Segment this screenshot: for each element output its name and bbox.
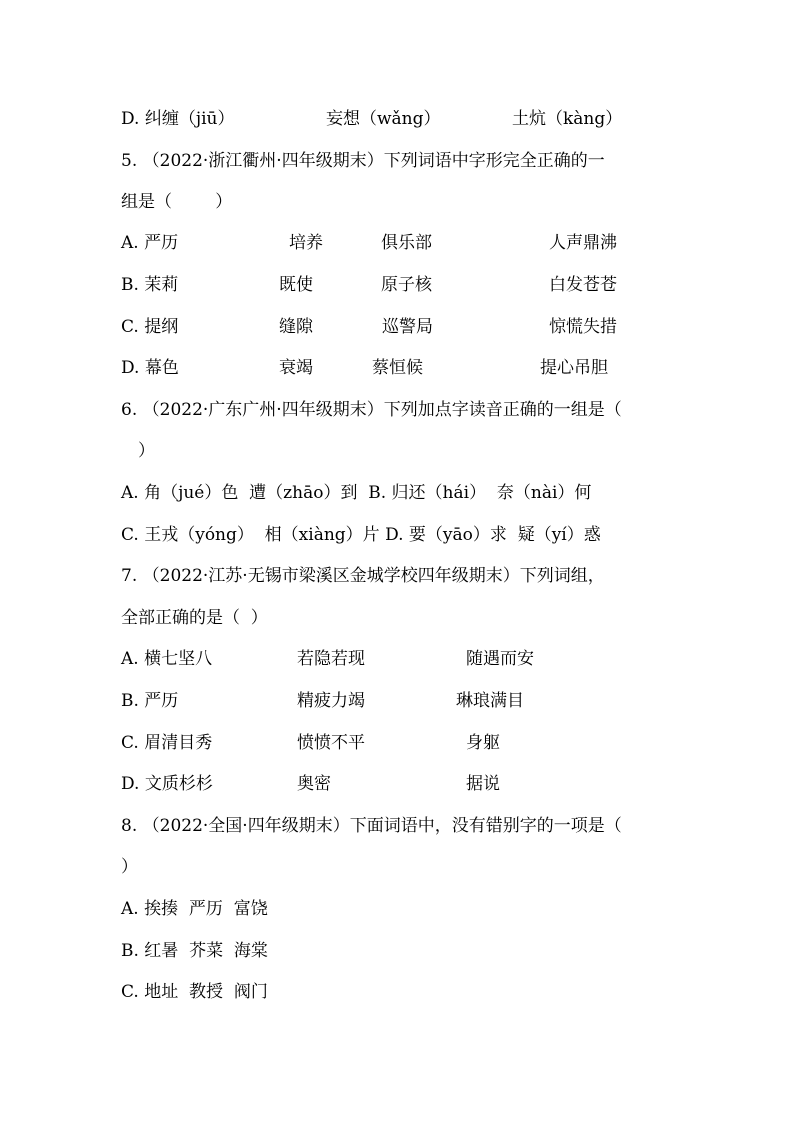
- text-segment: 既使: [279, 275, 313, 295]
- text-segment: 培养: [289, 233, 323, 253]
- text-segment: 衰竭: [279, 358, 313, 378]
- text-line: [0, 561, 794, 591]
- text-line: [0, 104, 794, 134]
- text-segment: C. 眉清目秀: [121, 733, 213, 753]
- text-line: [0, 728, 794, 758]
- text-segment: 据说: [466, 774, 500, 794]
- text-line: [0, 936, 794, 966]
- text-segment: D. 文质杉杉: [121, 774, 213, 794]
- text-segment: 身躯: [466, 733, 500, 753]
- text-segment: 提心吊胆: [540, 358, 608, 378]
- text-segment: 愤愤不平: [297, 733, 365, 753]
- text-line: [0, 187, 794, 217]
- text-segment: 白发苍苍: [549, 275, 617, 295]
- text-line: [0, 520, 794, 550]
- text-line: [0, 353, 794, 383]
- text-segment: A. 严历: [121, 233, 179, 253]
- text-line: [0, 644, 794, 674]
- text-segment: 若隐若现: [297, 649, 365, 669]
- text-segment: D. 纠缠（jiū）: [121, 109, 235, 129]
- text-segment: 奥密: [297, 774, 331, 794]
- text-segment: 随遇而安: [466, 649, 534, 669]
- text-segment: A. 角（jué）色 遭（zhāo）到 B. 归还（hái） 奈（nài）何: [121, 483, 592, 503]
- text-segment: 土炕（kàng）: [512, 109, 623, 129]
- text-segment: C. 地址 教授 阀门: [121, 982, 268, 1002]
- text-segment: 8. （2022·全国·四年级期末）下面词语中，没有错别字的一项是（: [121, 816, 622, 836]
- text-segment: 琳琅满目: [456, 691, 524, 711]
- text-segment: B. 茉莉: [121, 275, 179, 295]
- text-line: [0, 977, 794, 1007]
- text-line: [0, 395, 794, 425]
- text-line: [0, 686, 794, 716]
- text-segment: 组是（ ）: [121, 192, 233, 212]
- text-segment: ）: [121, 857, 138, 877]
- text-line: [0, 146, 794, 176]
- text-line: [0, 228, 794, 258]
- text-line: [0, 811, 794, 841]
- text-segment: D. 幕色: [121, 358, 179, 378]
- text-line: [0, 478, 794, 508]
- text-segment: 妄想（wǎng）: [326, 109, 441, 129]
- text-segment: 俱乐部: [381, 233, 432, 253]
- text-segment: 原子核: [381, 275, 432, 295]
- text-segment: B. 严历: [121, 691, 179, 711]
- text-segment: 人声鼎沸: [549, 233, 617, 253]
- text-line: [0, 852, 794, 882]
- text-line: [0, 603, 794, 633]
- text-segment: 蔡恒候: [372, 358, 423, 378]
- text-segment: 巡警局: [382, 317, 433, 337]
- text-segment: 5. （2022·浙江衢州·四年级期末）下列词语中字形完全正确的一: [121, 151, 605, 171]
- text-line: [0, 270, 794, 300]
- text-line: [0, 312, 794, 342]
- text-segment: 缝隙: [279, 317, 313, 337]
- text-segment: C. 王戎（yóng） 相（xiàng）片 D. 要（yāo）求 疑（yí）惑: [121, 525, 601, 545]
- text-segment: 6. （2022·广东广州·四年级期末）下列加点字读音正确的一组是（: [121, 400, 622, 420]
- text-segment: A. 横七坚八: [121, 649, 213, 669]
- text-segment: 惊慌失措: [549, 317, 617, 337]
- text-segment: ）: [138, 441, 155, 461]
- text-line: [0, 894, 794, 924]
- text-segment: B. 红暑 芥菜 海棠: [121, 941, 268, 961]
- text-segment: A. 挨揍 严历 富饶: [121, 899, 268, 919]
- text-segment: 精疲力竭: [297, 691, 365, 711]
- text-line: [0, 769, 794, 799]
- text-segment: 全部正确的是（ ）: [121, 608, 268, 628]
- text-segment: C. 提纲: [121, 317, 179, 337]
- text-line: [0, 436, 794, 466]
- text-segment: 7. （2022·江苏·无锡市梁溪区金城学校四年级期末）下列词组，: [121, 566, 605, 586]
